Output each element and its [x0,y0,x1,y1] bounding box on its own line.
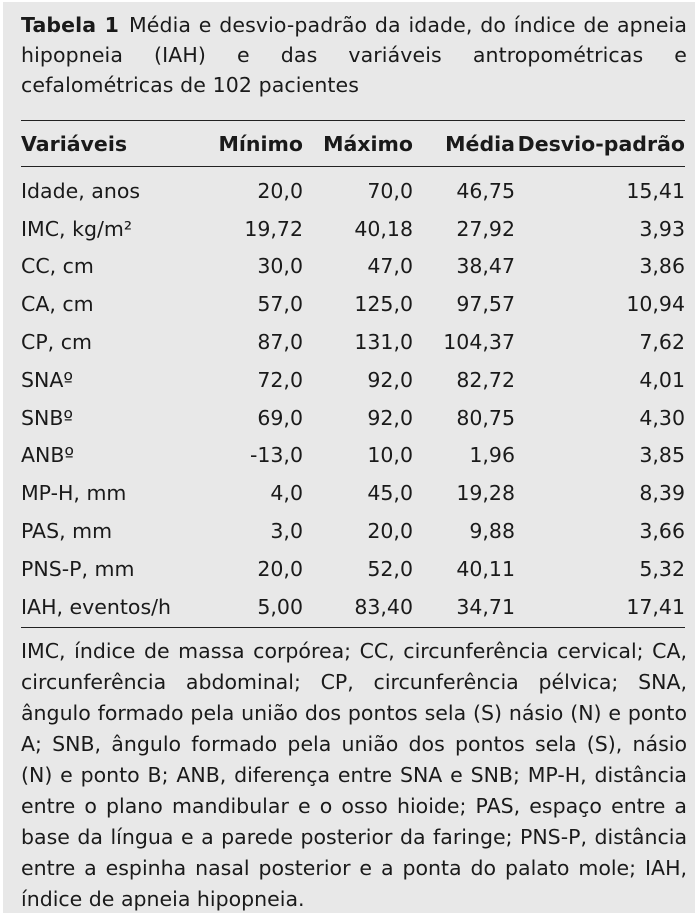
table-panel [3,2,695,913]
cell-variable: CA, cm [21,292,94,317]
table-row [21,361,685,399]
cell-mean: 27,92 [456,216,515,241]
cell-mean: 1,96 [469,443,515,468]
cell-minimum: -13,0 [249,443,303,468]
cell-maximum: 47,0 [367,254,413,279]
cell-minimum: 69,0 [257,405,303,430]
cell-minimum: 57,0 [257,292,303,317]
cell-mean: 97,57 [456,292,515,317]
cell-maximum: 20,0 [367,519,413,544]
cell-minimum: 19,72 [244,216,303,241]
cell-minimum: 72,0 [257,367,303,392]
cell-variable: PNS-P, mm [21,556,135,581]
cell-variable: IAH, eventos/h [21,594,172,619]
cell-variable: PAS, mm [21,519,113,544]
header-variaveis: Variáveis [21,132,128,156]
table-label: Tabela 1 [21,13,119,37]
cell-maximum: 83,40 [354,594,413,619]
cell-variable: MP-H, mm [21,481,127,506]
cell-maximum: 70,0 [367,178,413,203]
cell-variable: ANBº [21,443,75,468]
cell-variable: Idade, anos [21,178,141,203]
cell-variable: CC, cm [21,254,94,279]
cell-minimum: 20,0 [257,556,303,581]
cell-mean: 38,47 [456,254,515,279]
table-row [21,550,685,588]
table-caption [21,10,687,100]
cell-maximum: 92,0 [367,367,413,392]
cell-mean: 19,28 [456,481,515,506]
cell-minimum: 5,00 [257,594,303,619]
table-row [21,399,685,437]
table-body [21,166,685,626]
cell-minimum: 3,0 [270,519,303,544]
table-row [21,166,685,210]
header-row [21,122,685,166]
cell-std-dev: 4,01 [639,367,685,392]
cell-std-dev: 7,62 [639,330,685,355]
table-row [21,323,685,361]
cell-mean: 80,75 [456,405,515,430]
cell-minimum: 87,0 [257,330,303,355]
cell-minimum: 4,0 [270,481,303,506]
cell-std-dev: 5,32 [639,556,685,581]
cell-variable: CP, cm [21,330,92,355]
cell-minimum: 30,0 [257,254,303,279]
cell-maximum: 10,0 [367,443,413,468]
table-row [21,437,685,475]
cell-mean: 46,75 [456,178,515,203]
data-table [21,122,685,626]
top-rule [21,120,685,121]
header-media: Média [445,132,515,156]
cell-std-dev: 3,66 [639,519,685,544]
cell-std-dev: 10,94 [626,292,685,317]
cell-maximum: 125,0 [354,292,413,317]
cell-variable: IMC, kg/m² [21,216,133,241]
cell-std-dev: 15,41 [626,178,685,203]
bottom-rule [21,627,685,628]
cell-std-dev: 3,86 [639,254,685,279]
cell-variable: SNAº [21,367,74,392]
cell-std-dev: 8,39 [639,481,685,506]
cell-maximum: 131,0 [354,330,413,355]
cell-mean: 82,72 [456,367,515,392]
header-minimo: Mínimo [218,132,303,156]
table-row [21,588,685,626]
cell-minimum: 20,0 [257,178,303,203]
cell-maximum: 40,18 [354,216,413,241]
table-row [21,474,685,512]
header-desvio-padrao: Desvio-padrão [517,132,685,156]
cell-mean: 9,88 [469,519,515,544]
cell-variable: SNBº [21,405,74,430]
table-title: Média e desvio-padrão da idade, do índice de apneia hipopneia (IAH) e das variáveis antropométricas e cefalométricas de 102 pacientes [21,13,687,97]
cell-std-dev: 3,85 [639,443,685,468]
table-row [21,248,685,286]
header-maximo: Máximo [323,132,413,156]
cell-maximum: 45,0 [367,481,413,506]
cell-mean: 34,71 [456,594,515,619]
table-footnote: IMC, índice de massa corpórea; CC, circunferência cervical; CA, circunferência abdominal; CP, circunferência pélvica; SNA, ângulo formado pela união dos pontos sela (S) násio (N) e ponto A; SNB, ângulo formado pela união dos pontos sela (S), násio (N) e ponto B; ANB, diferença entre SNA e SNB; MP-H, distância entre o plano mandibular e o osso hioide; PAS, espaço entre a base da língua e a parede posterior da faringe; PNS-P, distância entre a espinha nasal posterior e a ponta do palato mole; IAH, índice de apneia hipopneia. [21,639,687,911]
table-row [21,512,685,550]
table-row [21,285,685,323]
cell-maximum: 92,0 [367,405,413,430]
cell-mean: 40,11 [456,556,515,581]
cell-std-dev: 3,93 [639,216,685,241]
cell-std-dev: 4,30 [639,405,685,430]
cell-std-dev: 17,41 [626,594,685,619]
table-row [21,210,685,248]
cell-maximum: 52,0 [367,556,413,581]
cell-mean: 104,37 [443,330,515,355]
